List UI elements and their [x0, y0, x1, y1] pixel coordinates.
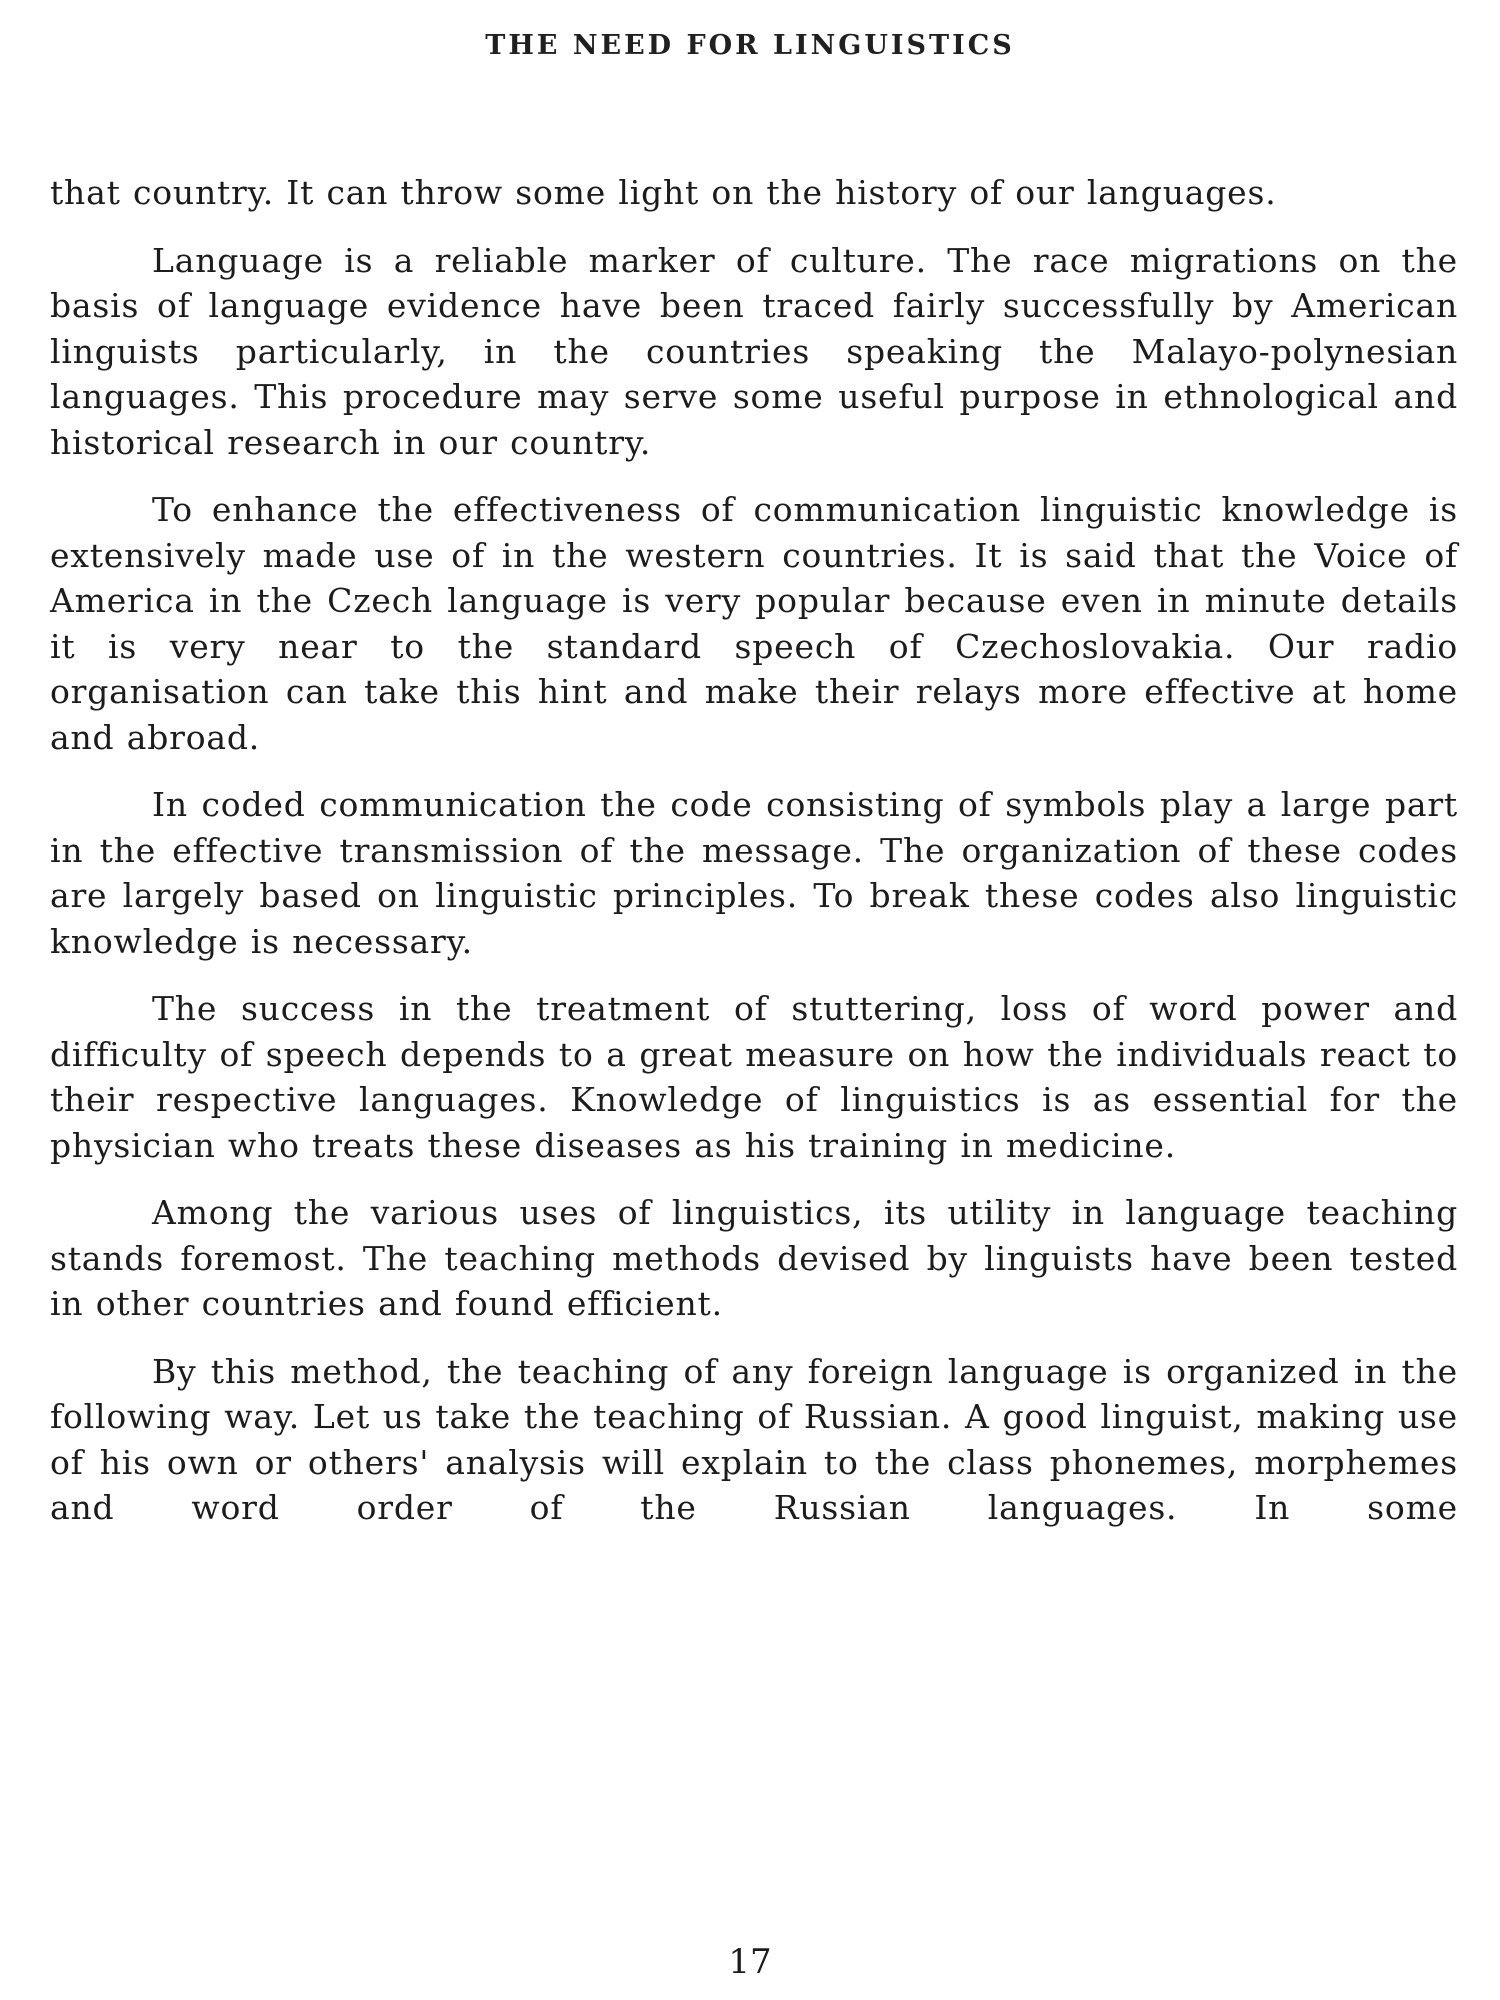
paragraph-2: Language is a reliable marker of culture. The race migrations on the basis of language evidence have been traced fairly successfully by American linguists particularly, in the countries speaking the Malayo-polynesian languages. This procedure may serve some useful purpose in ethnological and historical research in our country.	[50, 240, 1458, 462]
paragraph-7: By this method, the teaching of any foreign language is organized in the following way. Let us take the teaching of Russian. A good linguist, making use of his own or others' analysis will explain to the class phonemes, morphemes and word order of the Russian languages. In some	[50, 1351, 1458, 1527]
running-head: THE NEED FOR LINGUISTICS	[485, 30, 1015, 61]
page-number: 17	[728, 1942, 772, 1982]
paragraph-5: The success in the treatment of stuttering, loss of word power and difficulty of speech depends to a great measure on how the individuals react to their respective languages. Knowledge of linguistics is as essential for the physician who treats these diseases as his training in medicine.	[50, 989, 1458, 1165]
paragraph-6: Among the various uses of linguistics, its utility in language teaching stands foremost. The teaching methods devised by linguists have been tested in other countries and found efficient.	[50, 1193, 1458, 1323]
paragraph-1: that country. It can throw some light on the history of our languages.	[50, 173, 1277, 212]
body-text	[50, 170, 1458, 1553]
paragraph-3: To enhance the effectiveness of communication linguistic knowledge is extensively made use of in the western countries. It is said that the Voice of America in the Czech language is very popular because even in minute details it is very near to the standard speech of Czechoslovakia. Our radio organisation can take this hint and make their relays more effective at home and abroad.	[50, 490, 1458, 757]
paragraph-4: In coded communication the code consisting of symbols play a large part in the effective transmission of the message. The organization of these codes are largely based on linguistic principles. To break these codes also linguistic knowledge is necessary.	[50, 785, 1458, 961]
